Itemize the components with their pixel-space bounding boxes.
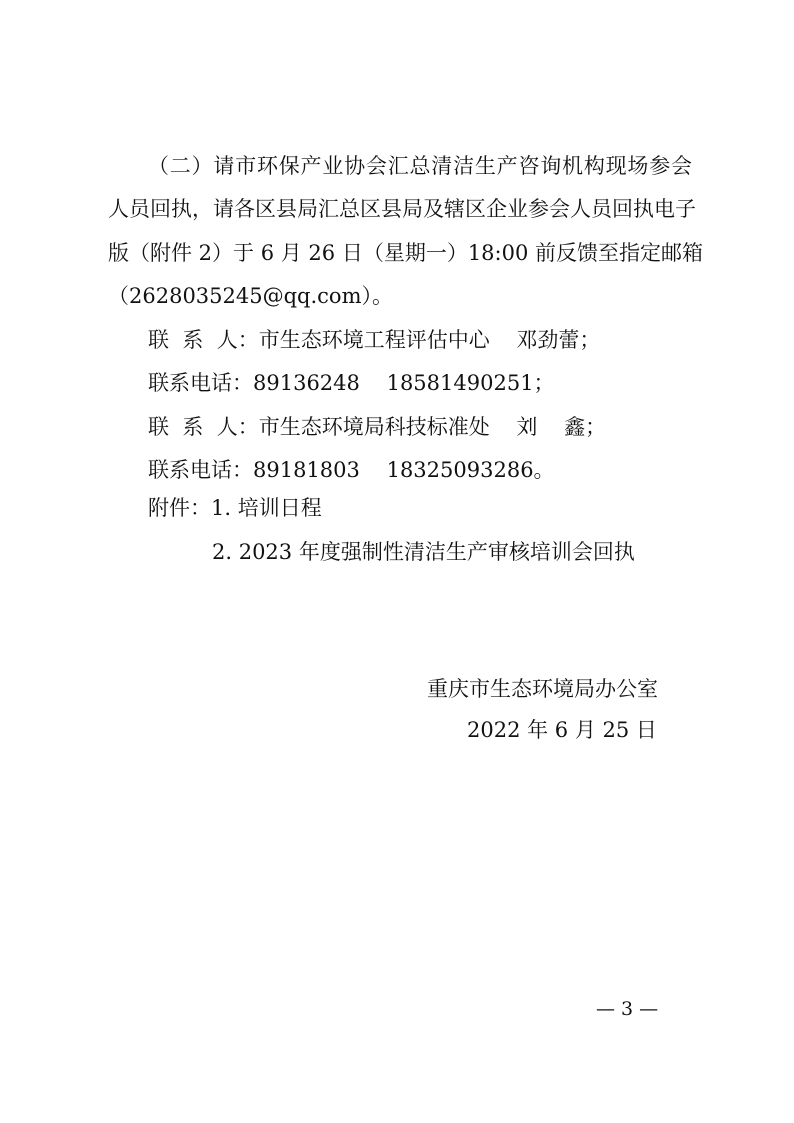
signature-date: 2022 年 6 月 25 日 <box>467 718 657 742</box>
paragraph-line-3: 版（附件 2）于 6 月 26 日（星期一）18:00 前反馈至指定邮箱 <box>108 241 704 265</box>
paragraph-line-1: （二）请市环保产业协会汇总清洁生产咨询机构现场参会 <box>148 154 692 178</box>
paragraph-line-2: 人员回执，请各区县局汇总区县局及辖区企业参会人员回执电子 <box>108 197 696 221</box>
contact-phone-2: 联系电话：89181803 18325093286。 <box>148 458 555 482</box>
contact-person-2: 联 系 人：市生态环境局科技标准处 刘 鑫； <box>148 415 607 439</box>
contact-phone-1: 联系电话：89136248 18581490251； <box>148 371 555 395</box>
attachment-item-1: 附件：1. 培训日程 <box>148 496 322 520</box>
attachment-item-2: 2. 2023 年度强制性清洁生产审核培训会回执 <box>212 540 635 564</box>
signature-organization: 重庆市生态环境局办公室 <box>427 677 658 701</box>
paragraph-line-4: （2628035245@qq.com）。 <box>108 284 393 308</box>
contact-person-1: 联 系 人：市生态环境工程评估中心 邓劲蕾； <box>148 328 601 352</box>
page-number: — 3 — <box>596 998 659 1020</box>
